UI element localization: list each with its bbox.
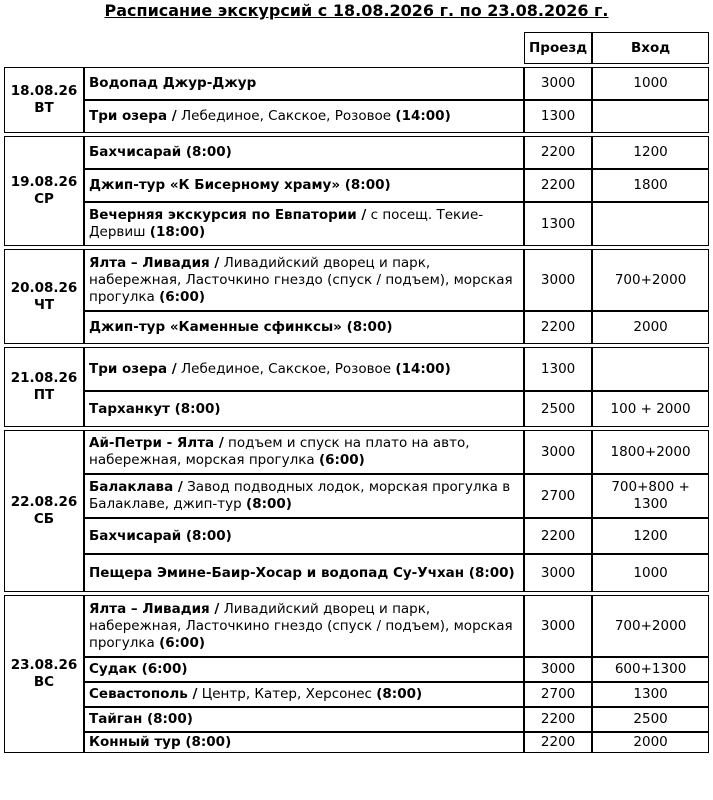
page-title: Расписание экскурсий с 18.08.2026 г. по 23.08.2026 г. xyxy=(104,1,609,20)
tour-details: с посещ. Текие-Дервиш xyxy=(89,207,484,240)
tour-name-cell xyxy=(84,474,524,518)
day-date: 22.08.26 xyxy=(10,494,78,510)
tour-name-cell xyxy=(84,249,524,311)
tour-name-cell xyxy=(84,67,524,100)
tour-entry-price xyxy=(592,347,709,391)
tour-details: Лебединое, Сакское, Розовое xyxy=(176,360,396,377)
tour-name: Джип-тур «Каменные сфинксы» (8:00) xyxy=(89,319,393,335)
day-date: 20.08.26 xyxy=(10,279,78,296)
tour-name-cell xyxy=(84,595,524,657)
tour-travel-price: 2700 xyxy=(524,474,592,518)
tour-details: Ливадийский дворец и парк, набережная, Ласточкино гнездо (спуск / подъем), морская прогулка xyxy=(89,254,513,305)
tour-name: Конный тур (8:00) xyxy=(89,734,232,750)
tour-name: Джип-тур «К Бисерному храму» (8:00) xyxy=(89,177,391,193)
tour-entry-price: 1800 xyxy=(592,169,709,202)
day-weekday: ЧТ xyxy=(33,296,55,313)
tour-time: (14:00) xyxy=(395,108,451,124)
tour-entry-price: 1200 xyxy=(592,518,709,554)
tour-entry-price: 700+2000 xyxy=(592,249,709,311)
tour-name: Ялта – Ливадия / xyxy=(89,254,220,271)
tour-row xyxy=(4,136,709,169)
tour-time: (18:00) xyxy=(149,224,206,240)
tour-entry-price: 2500 xyxy=(592,707,709,732)
tour-travel-price: 2200 xyxy=(524,518,592,554)
tour-name-cell xyxy=(84,169,524,202)
tour-entry-price xyxy=(592,100,709,133)
tour-name-cell xyxy=(84,657,524,682)
tour-time: (8:00) xyxy=(246,496,292,512)
tour-name: Ялта – Ливадия / xyxy=(89,600,220,617)
tour-travel-price: 2700 xyxy=(524,682,592,707)
tour-entry-price: 1200 xyxy=(592,136,709,169)
day-weekday: ВС xyxy=(33,674,55,690)
tour-time: (6:00) xyxy=(318,452,365,468)
tour-time: (14:00) xyxy=(395,360,451,377)
day-weekday: ПТ xyxy=(33,387,55,403)
tour-details: Завод подводных лодок, морская прогулка в Балаклаве, джип-тур xyxy=(89,479,511,512)
day-date: 19.08.26 xyxy=(10,174,78,190)
tour-name: Севастополь / xyxy=(89,686,198,702)
tour-name: Три озера / xyxy=(89,360,177,377)
tour-name-cell xyxy=(84,202,524,246)
tour-time: (6:00) xyxy=(159,288,206,305)
tour-row xyxy=(4,391,709,427)
tour-row xyxy=(4,100,709,133)
tour-entry-price: 2000 xyxy=(592,311,709,344)
tour-name-cell xyxy=(84,430,524,474)
day-cell xyxy=(4,595,84,753)
tour-travel-price: 3000 xyxy=(524,430,592,474)
header-row xyxy=(4,32,709,64)
tour-entry-price: 2000 xyxy=(592,732,709,753)
tour-name: Ай-Петри - Ялта / xyxy=(89,435,224,451)
day-date: 23.08.26 xyxy=(10,657,78,673)
tour-name-cell xyxy=(84,136,524,169)
tour-entry-price: 1300 xyxy=(592,682,709,707)
day-weekday: СБ xyxy=(33,511,55,527)
tour-row xyxy=(4,430,709,474)
tour-travel-price: 1300 xyxy=(524,100,592,133)
column-header-travel: Проезд xyxy=(524,32,592,64)
tour-name: Тарханкут (8:00) xyxy=(89,400,221,417)
day-cell xyxy=(4,347,84,427)
tour-details: Центр, Катер, Херсонес xyxy=(197,686,377,702)
tour-name-cell xyxy=(84,100,524,133)
tour-row xyxy=(4,311,709,344)
tour-entry-price: 1000 xyxy=(592,67,709,100)
tour-travel-price: 3000 xyxy=(524,554,592,592)
tour-name: Водопад Джур-Джур xyxy=(89,75,257,91)
day-cell xyxy=(4,136,84,246)
tour-row xyxy=(4,595,709,657)
tour-row xyxy=(4,657,709,682)
tour-name: Пещера Эмине-Баир-Хосар и водопад Су-Учхан (8:00) xyxy=(89,564,515,581)
tour-row xyxy=(4,347,709,391)
tour-row xyxy=(4,169,709,202)
tour-name: Бахчисарай (8:00) xyxy=(89,527,232,544)
tour-name-cell xyxy=(84,347,524,391)
tour-name: Бахчисарай (8:00) xyxy=(89,144,232,160)
tour-travel-price: 1300 xyxy=(524,202,592,246)
tour-entry-price: 1800+2000 xyxy=(592,430,709,474)
day-date: 18.08.26 xyxy=(10,83,78,99)
tour-details: Ливадийский дворец и парк, набережная, Ласточкино гнездо (спуск / подъем), морская прогулка xyxy=(89,600,513,651)
header-blank xyxy=(4,32,84,64)
day-weekday: СР xyxy=(34,191,54,207)
tour-row xyxy=(4,474,709,518)
tour-entry-price: 600+1300 xyxy=(592,657,709,682)
tour-time: (8:00) xyxy=(376,686,423,702)
tour-name-cell xyxy=(84,554,524,592)
tour-name: Балаклава / xyxy=(89,479,183,495)
tour-name-cell xyxy=(84,391,524,427)
tour-name-cell xyxy=(84,518,524,554)
tour-travel-price: 2200 xyxy=(524,707,592,732)
tour-row xyxy=(4,202,709,246)
tour-details: Лебединое, Сакское, Розовое xyxy=(176,108,396,124)
tour-time: (6:00) xyxy=(159,634,206,651)
schedule-table xyxy=(4,32,709,753)
tour-travel-price: 2200 xyxy=(524,136,592,169)
tour-travel-price: 2200 xyxy=(524,732,592,753)
tour-name: Судак (6:00) xyxy=(89,661,188,677)
tour-travel-price: 1300 xyxy=(524,347,592,391)
tour-travel-price: 3000 xyxy=(524,67,592,100)
tour-row xyxy=(4,249,709,311)
tour-travel-price: 3000 xyxy=(524,595,592,657)
tour-name: Три озера / xyxy=(89,108,177,124)
tour-name: Вечерняя экскурсия по Евпатории / xyxy=(89,207,367,223)
tour-entry-price: 700+800 + 1300 xyxy=(592,474,709,518)
tour-name-cell xyxy=(84,311,524,344)
day-cell xyxy=(4,67,84,133)
tour-travel-price: 2500 xyxy=(524,391,592,427)
header-blank xyxy=(84,32,524,64)
day-weekday: ВТ xyxy=(34,100,54,116)
tour-row xyxy=(4,67,709,100)
tour-row xyxy=(4,554,709,592)
tour-row xyxy=(4,732,709,753)
tour-name-cell xyxy=(84,732,524,753)
tour-row xyxy=(4,707,709,732)
day-date: 21.08.26 xyxy=(10,370,78,386)
tour-name-cell xyxy=(84,682,524,707)
tour-entry-price xyxy=(592,202,709,246)
tour-travel-price: 3000 xyxy=(524,249,592,311)
tour-row xyxy=(4,518,709,554)
tour-name: Тайган (8:00) xyxy=(89,711,193,727)
tour-entry-price: 100 + 2000 xyxy=(592,391,709,427)
tour-travel-price: 3000 xyxy=(524,657,592,682)
tour-entry-price: 700+2000 xyxy=(592,595,709,657)
day-cell xyxy=(4,249,84,344)
tour-travel-price: 2200 xyxy=(524,169,592,202)
tour-row xyxy=(4,682,709,707)
column-header-entry: Вход xyxy=(592,32,709,64)
day-cell xyxy=(4,430,84,592)
tour-name-cell xyxy=(84,707,524,732)
tour-travel-price: 2200 xyxy=(524,311,592,344)
tour-entry-price: 1000 xyxy=(592,554,709,592)
tour-details: подъем и спуск на плато на авто, набережная, морская прогулка xyxy=(89,435,470,468)
